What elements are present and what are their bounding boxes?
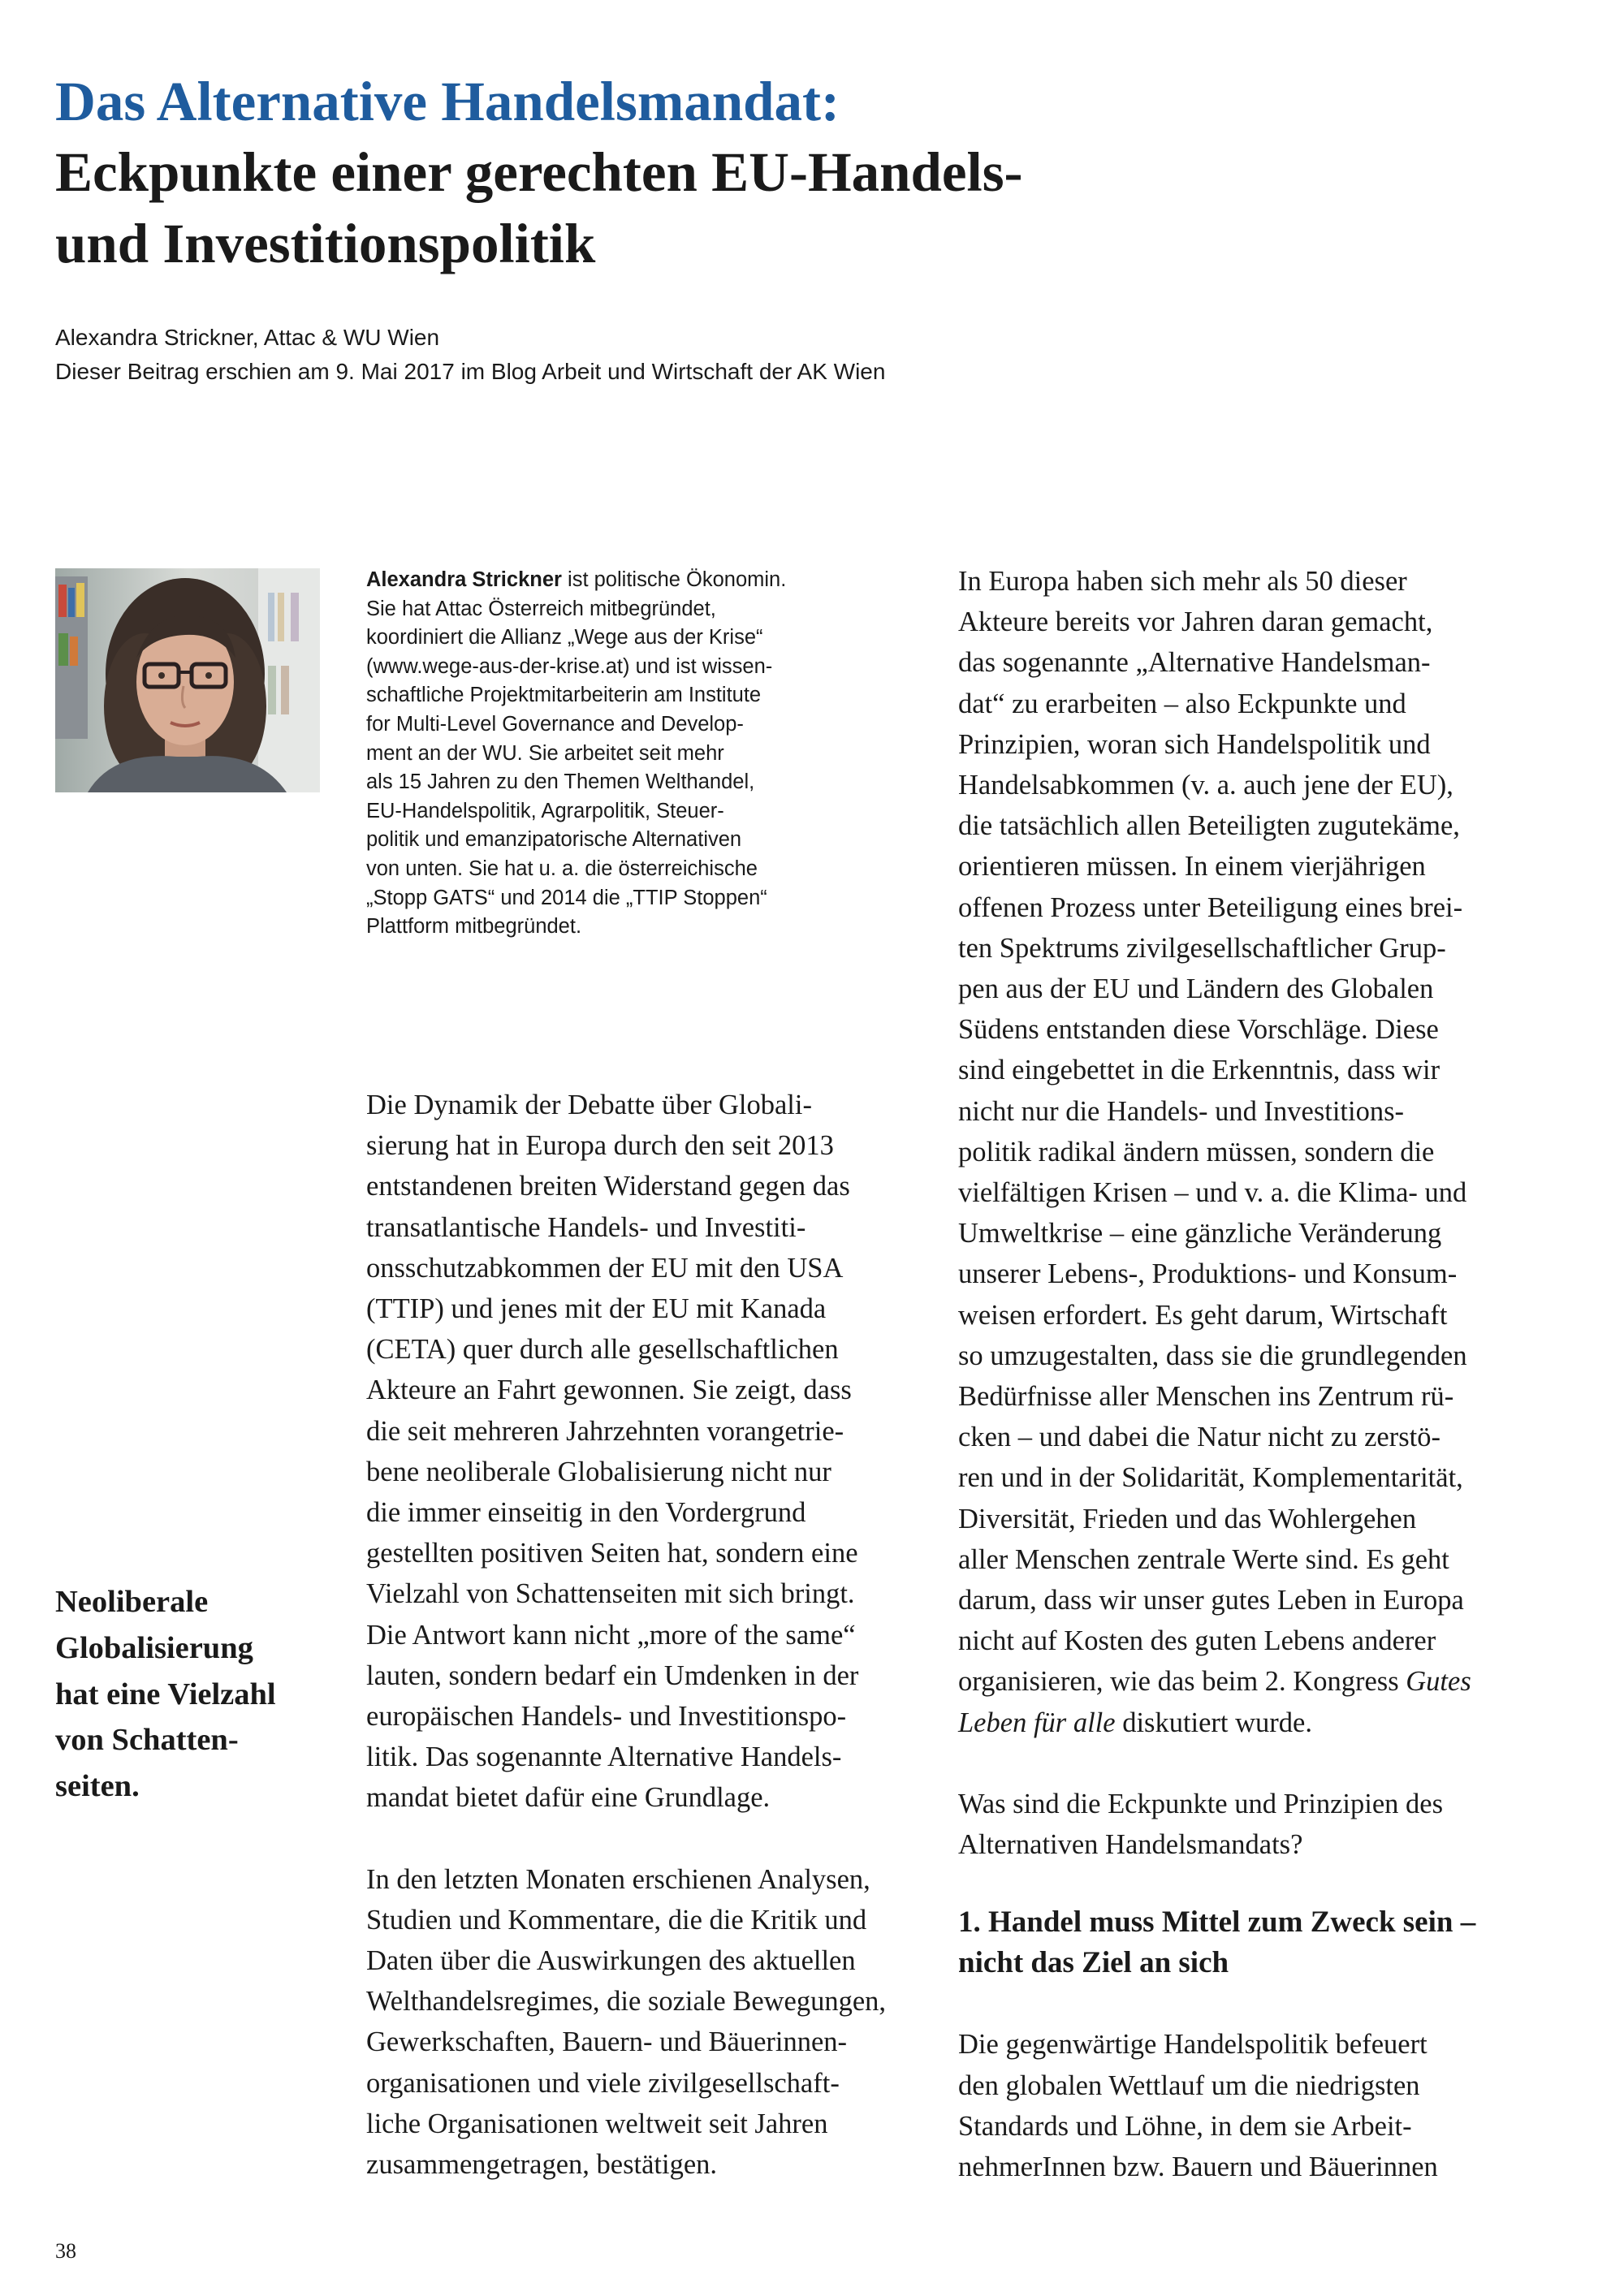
text-fragment: diskutiert wurde. [1115, 1707, 1312, 1738]
text-line: nicht auf Kosten des guten Lebens anderer [958, 1625, 1436, 1657]
text-line: ren und in der Solidarität, Komplementarität, [958, 1462, 1463, 1494]
text-line: europäischen Handels- und Investitionspo- [366, 1701, 847, 1733]
bio-line: „Stopp GATS“ und 2014 die „TTIP Stoppen“ [366, 886, 767, 909]
text-line: Gewerkschaften, Bauern- und Bäuerinnen- [366, 2026, 848, 2058]
text-line: onsschutzabkommen der EU mit den USA [366, 1252, 844, 1284]
bio-line: Plattform mitbegründet. [366, 915, 582, 939]
text-line: cken – und dabei die Natur nicht zu zerstö- [958, 1422, 1440, 1453]
text-line: ten Spektrums zivilgesellschaftlicher Grup- [958, 932, 1446, 964]
pull-quote [55, 1579, 323, 1810]
text-line: offenen Prozess unter Beteiligung eines brei- [958, 891, 1463, 923]
bio-line: EU-Handelspolitik, Agrarpolitik, Steuer- [366, 799, 724, 822]
text-line: organisationen und viele zivilgesellschaft- [366, 2067, 840, 2099]
text-line: vielfältigen Krisen – und v. a. die Klima- und [958, 1177, 1467, 1209]
text-line: pen aus der EU und Ländern des Globalen [958, 973, 1434, 1005]
text-line: Handelsabkommen (v. a. auch jene der EU), [958, 770, 1453, 801]
source-line: Dieser Beitrag erschien am 9. Mai 2017 im Blog Arbeit und Wirtschaft der AK Wien [55, 359, 886, 384]
text-line [958, 1703, 1575, 1743]
pull-quote-line: von Schatten- [55, 1723, 239, 1758]
text-line: weisen erfordert. Es geht darum, Wirtschaft [958, 1299, 1448, 1331]
author-line: Alexandra Strickner, Attac & WU Wien [55, 325, 440, 350]
text-line: Die Dynamik der Debatte über Globali- [366, 1090, 812, 1120]
text-line: politik radikal ändern müssen, sondern die [958, 1136, 1435, 1167]
pull-quote-line: Globalisierung [55, 1630, 253, 1665]
bio-line: for Multi-Level Governance and Develop- [366, 712, 744, 736]
title-line-2: Eckpunkte einer gerechten EU-Handels- [55, 141, 1023, 203]
paragraph-question [958, 1784, 1575, 1865]
text-line: Vielzahl von Schattenseiten mit sich bringt. [366, 1578, 855, 1610]
bio-line: politik und emanzipatorische Alternativen [366, 828, 742, 852]
middle-column [366, 1085, 943, 2185]
text-line: unserer Lebens-, Produktions- und Konsum- [958, 1258, 1458, 1290]
pull-quote-line: hat eine Vielzahl [55, 1677, 276, 1711]
article-title [55, 67, 1192, 279]
text-line: liche Organisationen weltweit seit Jahren [366, 2108, 828, 2139]
text-line: sind eingebettet in die Erkenntnis, dass wir [958, 1055, 1440, 1086]
text-line: Daten über die Auswirkungen des aktuellen [366, 1945, 856, 1977]
text-line: Diversität, Frieden und das Wohlergehen [958, 1503, 1417, 1534]
heading-line: 1. Handel muss Mittel zum Zweck sein – [958, 1905, 1476, 1940]
text-line: Standards und Löhne, in dem sie Arbeit- [958, 2110, 1412, 2142]
bio-line: als 15 Jahren zu den Themen Welthandel, [366, 770, 755, 794]
text-line: so umzugestalten, dass sie die grundlegenden [958, 1340, 1467, 1371]
text-line: Welthandelsregimes, die soziale Bewegungen, [366, 1986, 887, 2018]
bio-name: Alexandra Strickner [366, 568, 562, 591]
text-line: nicht nur die Handels- und Investitions- [958, 1095, 1405, 1127]
author-portrait [55, 568, 320, 792]
paragraph-handelspolitik [958, 2024, 1575, 2187]
bio-line: Sie hat Attac Österreich mitbegründet, [366, 597, 716, 620]
text-line: Die gegenwärtige Handelspolitik befeuert [958, 2029, 1427, 2061]
text-line: Akteure bereits vor Jahren daran gemacht, [958, 606, 1433, 638]
text-line: Alternativen Handelsmandats? [958, 1829, 1303, 1861]
bio-line: schaftliche Projektmitarbeiterin am Institute [366, 684, 762, 707]
text-line: Die Antwort kann nicht „more of the same“ [366, 1619, 856, 1651]
text-line: Studien und Kommentare, die die Kritik und [366, 1904, 867, 1936]
bio-line: koordiniert die Allianz „Wege aus der Krise“ [366, 626, 763, 650]
text-line: In Europa haben sich mehr als 50 dieser [958, 566, 1407, 597]
text-line: mandat bietet dafür eine Grundlage. [366, 1782, 771, 1814]
text-line: Bedürfnisse aller Menschen ins Zentrum rü- [958, 1381, 1454, 1413]
text-line: transatlantische Handels- und Investiti- [366, 1211, 806, 1243]
pull-quote-line: seiten. [55, 1769, 140, 1804]
italic-fragment: Gutes [1406, 1666, 1471, 1698]
text-line: (TTIP) und jenes mit der EU mit Kanada [366, 1293, 827, 1325]
bio-line: ment an der WU. Sie arbeitet seit mehr [366, 741, 724, 765]
text-line [958, 1661, 1575, 1702]
text-line: bene neoliberale Globalisierung nicht nur [366, 1456, 831, 1487]
text-line: Südens entstanden diese Vorschläge. Diese [958, 1014, 1439, 1046]
text-line: aller Menschen zentrale Werte sind. Es geht [958, 1543, 1449, 1575]
bio-first-line [366, 566, 853, 595]
title-line-3: und Investitionspolitik [55, 213, 596, 274]
text-line: nehmerInnen bzw. Bauern und Bäuerinnen [958, 2151, 1438, 2182]
bio-first-rest: ist politische Ökonomin. [561, 568, 787, 591]
text-line: die seit mehreren Jahrzehnten vorangetrie- [366, 1415, 844, 1447]
byline [55, 321, 1273, 389]
heading-line: nicht das Ziel an sich [958, 1946, 1229, 1980]
text-line: entstandenen breiten Widerstand gegen das [366, 1171, 850, 1202]
text-line: die immer einseitig in den Vordergrund [366, 1497, 806, 1529]
portrait-image [55, 568, 320, 792]
text-fragment: organisieren, wie das beim 2. Kongress [958, 1666, 1406, 1698]
section-heading [958, 1902, 1575, 1983]
text-line: Prinzipien, woran sich Handelspolitik und [958, 728, 1431, 760]
text-line: Akteure an Fahrt gewonnen. Sie zeigt, dass [366, 1375, 852, 1406]
author-bio [366, 566, 853, 942]
page-number: 38 [55, 2239, 76, 2263]
text-line: die tatsächlich allen Beteiligten zugutekäme, [958, 810, 1460, 842]
paragraph-analysen [366, 1859, 943, 2186]
text-line: sierung hat in Europa durch den seit 2013 [366, 1130, 834, 1162]
text-line: lauten, sondern bedarf ein Umdenken in der [366, 1659, 859, 1691]
title-line-1: Das Alternative Handelsmandat: [55, 71, 840, 132]
text-line: dat“ zu erarbeiten – also Eckpunkte und [958, 688, 1406, 719]
pull-quote-line: Neoliberale [55, 1585, 209, 1619]
text-line: orientieren müssen. In einem vierjährigen [958, 851, 1426, 883]
text-line: (CETA) quer durch alle gesellschaftlichen [366, 1334, 839, 1366]
text-line: zusammengetragen, bestätigen. [366, 2149, 718, 2181]
right-column [958, 561, 1575, 2187]
italic-fragment: Leben für alle [958, 1707, 1116, 1738]
text-line: litik. Das sogenannte Alternative Handels- [366, 1741, 842, 1773]
text-line: Umweltkrise – eine gänzliche Veränderung [958, 1218, 1442, 1249]
paragraph-dynamik [366, 1085, 943, 1819]
text-line: darum, dass wir unser gutes Leben in Europa [958, 1585, 1464, 1616]
bio-line: von unten. Sie hat u. a. die österreichische [366, 857, 758, 880]
paragraph-europa [958, 561, 1575, 1743]
text-line: In den letzten Monaten erschienen Analysen, [366, 1863, 870, 1895]
text-line: Was sind die Eckpunkte und Prinzipien des [958, 1788, 1444, 1819]
text-line: den globalen Wettlauf um die niedrigsten [958, 2069, 1420, 2101]
text-line: gestellten positiven Seiten hat, sondern eine [366, 1538, 858, 1569]
bio-line: (www.wege-aus-der-krise.at) und ist wissen- [366, 654, 773, 678]
text-line: das sogenannte „Alternative Handelsman- [958, 647, 1431, 679]
